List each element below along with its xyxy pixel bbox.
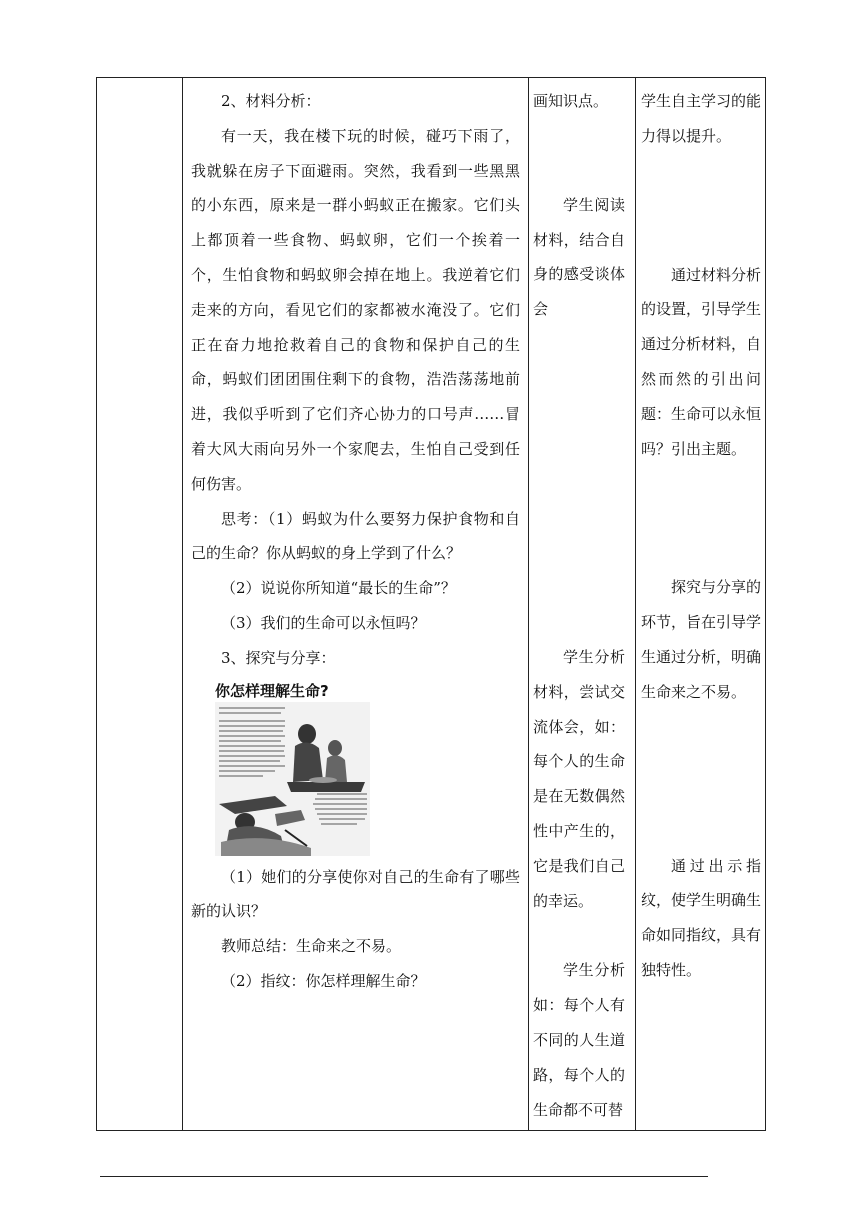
think-question-2: （2）说说你所知道“最长的生命”？ (221, 579, 456, 598)
teacher-summary: 教师总结：生命来之不易。 (221, 937, 402, 956)
textbook-illustration (215, 682, 370, 856)
activity-analyze-material: 学生分析材料，尝试交流体会，如：每个人的生命是在无数偶然性中产生的，它是我们自己的幸运。 (533, 647, 625, 910)
intent-fingerprint: 通过出示指纹，使学生明确生命如同指纹，具有独特性。 (641, 856, 762, 979)
fingerprint-question: （2）指纹：你怎样理解生命？ (221, 971, 426, 990)
teaching-content-cell (183, 78, 528, 999)
design-intent-cell (637, 78, 765, 988)
column-divider (635, 78, 636, 1130)
lesson-plan-table (96, 77, 766, 1131)
activity-analyze-fingerprint: 学生分析如：每个人有不同的人生道路，每个人的生命都不可替 (533, 961, 625, 1119)
intent-top: 学生自主学习的能力得以提升。 (641, 92, 762, 145)
illustration-title: 你怎样理解生命? (215, 681, 329, 700)
student-activity-cell (529, 78, 629, 1127)
share-question-1: （1）她们的分享使你对自己的生命有了哪些新的认识？ (191, 867, 520, 921)
heading-material-analysis: 2、材料分析： (221, 92, 321, 110)
think-question-3: （3）我们的生命可以永恒吗？ (221, 613, 426, 632)
footer-rule (100, 1176, 708, 1177)
ant-story-paragraph: 有一天，我在楼下玩的时候，碰巧下雨了，我就躲在房子下面避雨。突然，我看到一些黑黑的小东西，原来是一群小蚂蚁正在搬家。它们头上都顶着一些食物、蚂蚁卵，它们一个挨着一个，生怕食物和蚂蚁卵会掉在地上。我逆着它们走来的方向，看见它们的家都被水淹没了。它们正在奋力地抢救着自己的食物和保护自己的生命，蚂蚁们团团围住剩下的食物，浩浩荡荡地前进，我似乎听到了它们齐心协力的口号声……冒着大风大雨向另外一个家爬去，生怕自己受到任何伤害。 (191, 126, 520, 493)
think-question-1: 思考：（1）蚂蚁为什么要努力保护食物和自己的生命？你从蚂蚁的身上学到了什么？ (191, 509, 520, 563)
heading-explore-share: 3、探究与分享： (221, 648, 336, 667)
illustration-picture (215, 702, 370, 856)
intent-material-analysis: 通过材料分析的设置，引导学生通过分析材料，自然而然的引出问题：生命可以永恒吗？引出主题。 (641, 265, 762, 458)
activity-top: 画知识点。 (533, 92, 609, 110)
activity-read-material: 学生阅读材料，结合自身的感受谈体会 (533, 195, 625, 319)
intent-explore-share: 探究与分享的环节，旨在引导学生通过分析，明确生命来之不易。 (641, 578, 762, 701)
